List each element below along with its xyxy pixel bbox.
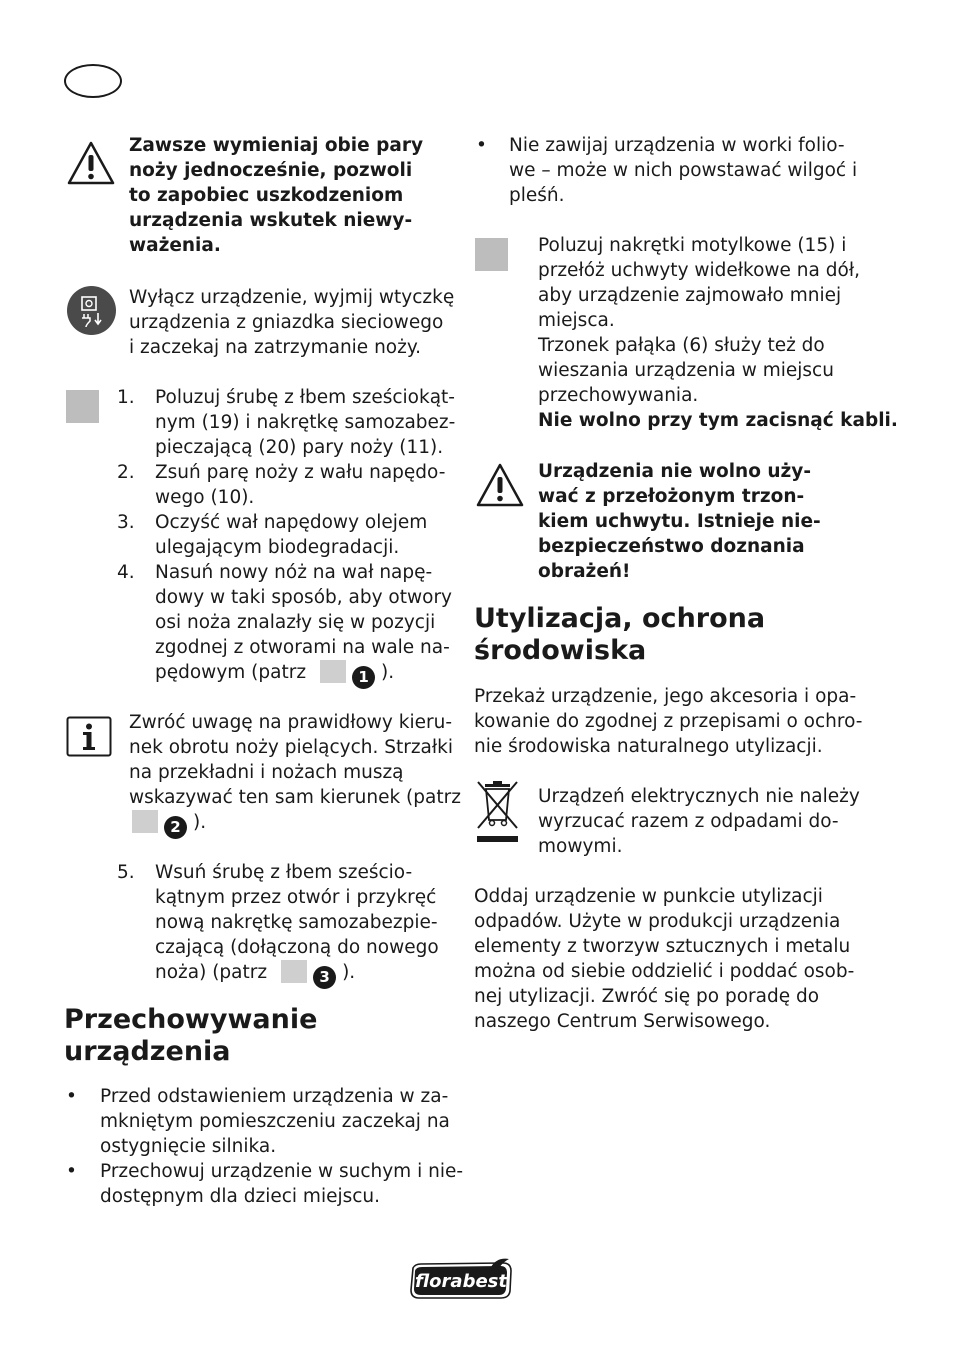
text-line: przełóż uchwyty widełkowe na dół, [538,260,860,281]
text-line: wskazywać ten sam kierunek (patrz [129,787,461,808]
step-text [155,860,439,989]
text-fragment: noża) (patrz [155,962,268,983]
figure-placeholder [132,810,158,833]
text-line: Poluzuj śrubę z łbem sześciokąt- [155,387,455,408]
text-line: Wyłącz urządzenie, wyjmij wtyczkę [129,287,455,308]
text-line [155,660,452,689]
logo-text: florabest [415,1271,507,1292]
text-line: osi noża znalazły się w pozycji [155,612,436,633]
warning-triangle-icon [475,462,525,508]
text-line: elementy z tworzyw sztucznych i metalu [474,936,851,957]
step-number: 5. [117,862,135,883]
florabest-logo [405,1258,517,1302]
disposal-paragraph [474,884,854,1034]
foil-bullet-text [509,133,857,208]
figure-number-badge: 2 [164,816,187,839]
text-line: dostępnym dla dzieci miejscu. [100,1186,381,1207]
unplug-icon [66,285,117,336]
text-line: przechowywania. [538,385,699,406]
text-line: noży jednocześnie, pozwoli [129,160,413,181]
text-line: we – może w nich powstawać wilgoć i [509,160,858,181]
step-text [155,510,427,560]
text-line: Przed odstawieniem urządzenia w za- [100,1086,449,1107]
text-line: urządzenia wskutek niewy- [129,210,413,231]
text-line: i zaczekaj na zatrzymanie noży. [129,337,422,358]
bullet-dot: • [66,1161,77,1182]
text-line: urządzenia z gniazdka sieciowego [129,312,444,333]
heading-line: środowiska [474,635,647,666]
figure-number-badge: 3 [313,966,336,989]
section-heading-disposal [474,603,765,667]
storage-bullet-text [100,1159,463,1209]
text-line: nej utylizacji. Zwróć się po poradę do [474,986,820,1007]
fold-note-text [538,233,898,433]
figure-placeholder [66,390,99,423]
text-line: miejsca. [538,310,615,331]
text-line [155,960,439,989]
text-fragment: ). [193,812,207,833]
language-indicator [64,64,122,98]
text-line: to zapobiec uszkodzeniom [129,185,404,206]
text-line: Nie zawijaj urządzenia w worki folio- [509,135,845,156]
heading-line: Utylizacja, ochrona [474,603,766,634]
text-fragment: ). [342,962,356,983]
step-number: 3. [117,512,135,533]
text-line: Trzonek pałąka (6) służy też do [538,335,825,356]
text-line: pleśń. [509,185,565,206]
text-fragment: pędowym (patrz [155,662,307,683]
text-line: mkniętym pomieszczeniu zaczekaj na [100,1111,450,1132]
text-line: odpadów. Użyte w produkcji urządzenia [474,911,841,932]
bullet-dot: • [66,1086,77,1107]
text-line: zgodnej z otworami na wale na- [155,637,450,658]
text-line: wyrzucać razem z odpadami do- [538,811,839,832]
warning-text-handle [538,459,821,584]
text-line: wego (10). [155,487,255,508]
figure-placeholder [475,238,508,271]
step-number: 2. [117,462,135,483]
warning-text-blade-pairs [129,133,423,258]
text-line: nym (19) i nakrętkę samozabez- [155,412,456,433]
text-line: bezpieczeństwo doznania [538,536,805,557]
text-line: mowymi. [538,836,623,857]
text-line: kowanie do zgodnej z przepisami o ochro- [474,711,863,732]
text-line: dowy w taki sposób, aby otwory [155,587,453,608]
info-note-text [129,710,461,839]
text-line: nową nakrętkę samozabezpie- [155,912,438,933]
section-heading-storage [64,1004,317,1068]
warning-triangle-icon [66,140,116,186]
text-line: nek obrotu noży pielących. Strzałki [129,737,454,758]
figure-placeholder [281,960,307,983]
heading-line: Przechowywanie [64,1004,318,1035]
text-line: obrażeń! [538,561,631,582]
text-line: naszego Centrum Serwisowego. [474,1011,771,1032]
text-line: Przekaż urządzenie, jego akcesoria i opa- [474,686,857,707]
step-text [155,385,455,460]
storage-bullet-text [100,1084,450,1159]
text-line: wieszania urządzenia w miejscu [538,360,834,381]
text-line: Oczyść wał napędowy olejem [155,512,428,533]
text-line: kiem uchwytu. Istnieje nie- [538,511,821,532]
step-number: 4. [117,562,135,583]
step-text [155,460,445,510]
text-line: pieczającą (20) pary noży (11). [155,437,444,458]
text-line: Wsuń śrubę z łbem sześcio- [155,862,413,883]
text-line [129,810,461,839]
text-line: Zsuń parę noży z wału napędo- [155,462,446,483]
weee-crossed-bin-icon [474,778,521,844]
text-line: nie środowiska naturalnego utylizacji. [474,736,823,757]
text-line: kątnym przez otwór i przykręć [155,887,437,908]
text-line: aby urządzenie zajmowało mniej [538,285,842,306]
text-line: ulegającym biodegradacji. [155,537,400,558]
step-number: 1. [117,387,135,408]
text-line: Przechowuj urządzenie w suchym i nie- [100,1161,464,1182]
heading-line: urządzenia [64,1036,231,1067]
text-line: Urządzenia nie wolno uży- [538,461,812,482]
text-line: Zawsze wymieniaj obie pary [129,135,424,156]
figure-number-badge: 1 [352,666,375,689]
step-text [155,560,452,689]
weee-note-text [538,784,860,859]
figure-placeholder [320,660,346,683]
text-line: Poluzuj nakrętki motylkowe (15) i [538,235,847,256]
text-line: wać z przełożonym trzon- [538,486,805,507]
disposal-paragraph [474,684,862,759]
unplug-note-text [129,285,454,360]
text-line: Oddaj urządzenie w punkcie utylizacji [474,886,823,907]
text-fragment: ). [381,662,395,683]
text-line-bold: Nie wolno przy tym zacisnąć kabli. [538,410,898,431]
text-line: Urządzeń elektrycznych nie należy [538,786,860,807]
text-line: Nasuń nowy nóż na wał napę- [155,562,433,583]
bullet-dot: • [476,135,487,156]
text-line: na przekładni i nożach muszą [129,762,404,783]
text-line: ostygnięcie silnika. [100,1136,277,1157]
text-line: Zwróć uwagę na prawidłowy kieru- [129,712,452,733]
text-line: można od siebie oddzielić i poddać osob- [474,961,855,982]
text-line: ważenia. [129,235,221,256]
info-icon [66,716,112,757]
text-line: czającą (dołączoną do nowego [155,937,439,958]
